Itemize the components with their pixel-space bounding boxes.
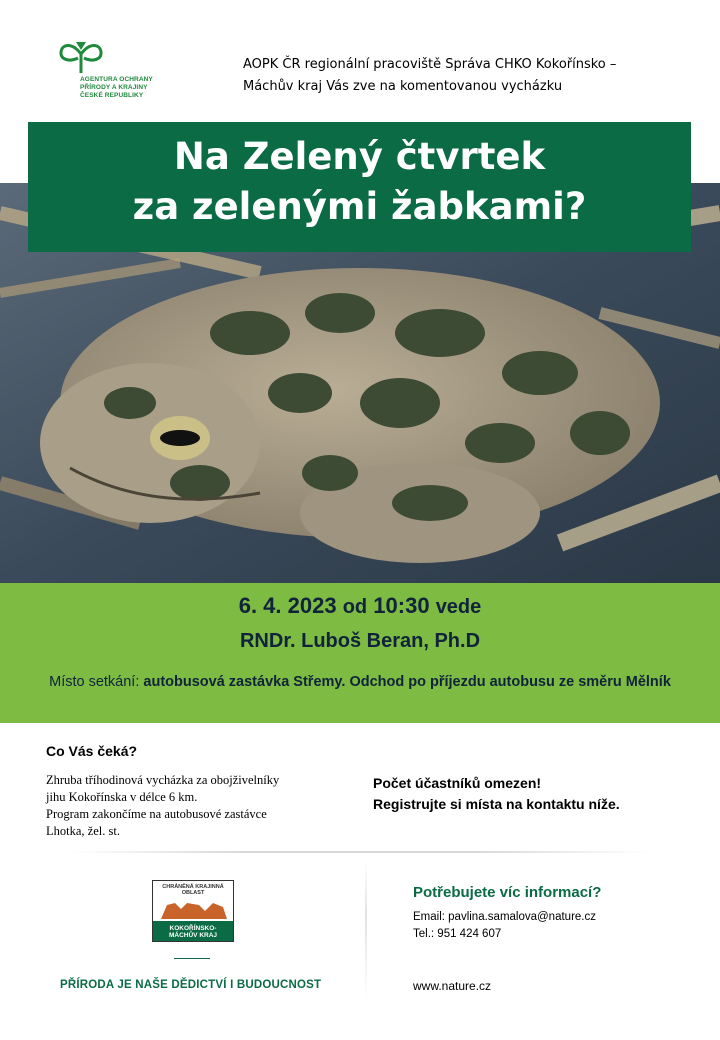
place-text: autobusová zastávka Střemy. Odchod po příjezdu autobusu ze směru Mělník <box>143 674 671 690</box>
logo-underline <box>174 958 210 959</box>
title-line-1: Na Zelený čtvrtek <box>173 135 546 178</box>
program-line: Zhruba tříhodinová vycházka za obojživelníky <box>46 773 280 787</box>
time-prefix: od <box>342 596 368 618</box>
chko-logo-name: KOKOŘÍNSKO- MÁCHŮV KRAJ <box>168 925 218 939</box>
guide-name: RNDr. Luboš Beran, Ph.D <box>239 630 481 652</box>
info-heading: Potřebujete víc informací? <box>413 884 602 901</box>
phone-line <box>413 926 596 943</box>
website-link[interactable]: www.nature.cz <box>413 979 492 993</box>
event-details-band <box>0 583 720 723</box>
program-line: jihu Kokořínska v délce 6 km. <box>46 790 198 804</box>
title-line-2: za zelenými žabkami? <box>132 185 587 228</box>
event-date: 6. 4. 2023 <box>238 593 337 618</box>
registration-notice <box>373 773 693 815</box>
rock-icon <box>153 899 233 919</box>
notice-line-1: Počet účastníků omezen! <box>373 775 542 791</box>
email-label: Email: <box>413 911 445 923</box>
event-time: 10:30 <box>373 593 430 618</box>
program-line: Program zakončíme na autobusové zastávce <box>46 807 267 821</box>
email-address[interactable]: pavlina.samalova@nature.cz <box>448 911 596 923</box>
guide-prefix: vede <box>435 596 482 618</box>
email-line <box>413 909 596 926</box>
aopk-logo <box>58 40 168 100</box>
title-banner <box>28 122 691 252</box>
notice-line-2: Registrujte si místa na kontaktu níže. <box>373 796 620 812</box>
intro-line-2: Máchův kraj Vás zve na komentovanou vycházku <box>243 79 563 94</box>
leaf-logo-icon <box>58 40 104 74</box>
phone-number: 951 424 607 <box>437 928 502 940</box>
motto: PŘÍRODA JE NAŠE DĚDICTVÍ I BUDOUCNOST <box>60 979 322 991</box>
invitation-intro <box>243 54 703 98</box>
program-description <box>46 772 346 840</box>
intro-line-1: AOPK ČR regionální pracoviště Správa CHKO Kokořínsko – <box>243 57 617 72</box>
aopk-logo-text: AGENTURA OCHRANY PŘÍRODY A KRAJINY ČESKÉ REPUBLIKY <box>80 76 153 99</box>
horizontal-divider <box>70 851 650 853</box>
vertical-divider <box>365 860 367 1000</box>
phone-label: Tel.: <box>413 928 435 940</box>
program-line: Lhotka, žel. st. <box>46 824 120 838</box>
chko-logo <box>152 880 234 942</box>
meeting-place <box>0 672 720 693</box>
place-label: Místo setkání: <box>49 674 140 690</box>
program-heading: Co Vás čeká? <box>46 743 138 759</box>
chko-logo-top-text: CHRÁNĚNÁ KRAJINNÁ OBLAST <box>162 884 224 896</box>
date-time-line <box>0 591 720 622</box>
contact-details <box>413 909 596 943</box>
